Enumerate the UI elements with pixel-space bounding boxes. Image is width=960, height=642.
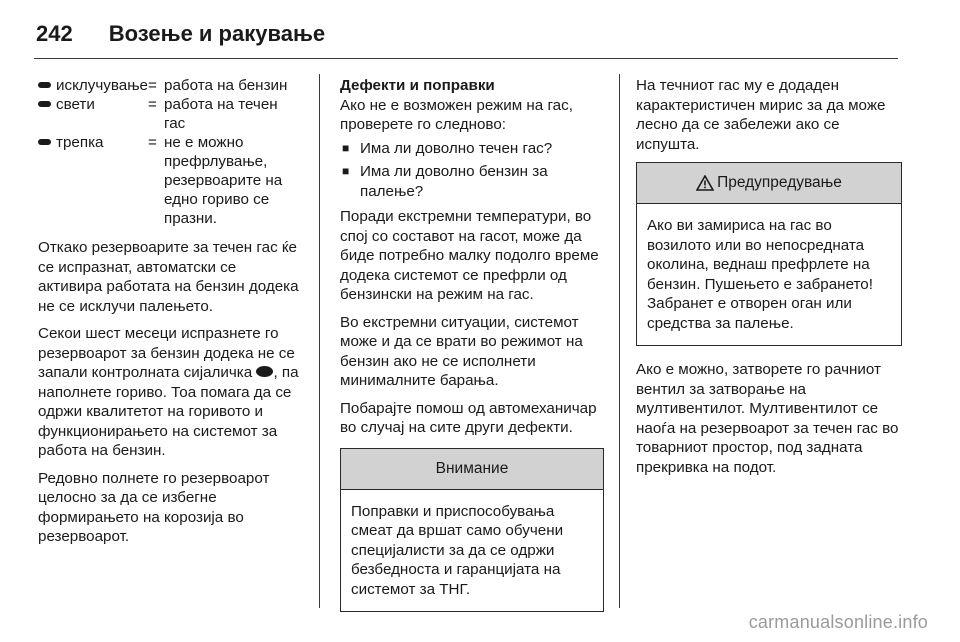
- warning-title: Предупредување: [717, 174, 842, 192]
- paragraph: Побарајте помош од автомеханичар во случај на сите други дефекти.: [340, 399, 597, 436]
- column-2: [340, 76, 604, 612]
- page-title: Возење и ракување: [108, 21, 326, 46]
- paragraph: На течниот гас му е додаден карактеристичен мирис за да може лесно да се забележи ако се испушта.: [636, 77, 886, 153]
- column-3: [636, 76, 902, 485]
- watermark: carmanualsonline.info: [748, 612, 928, 632]
- paragraph-with-icon: [38, 324, 300, 461]
- state-label: трепка: [56, 134, 104, 151]
- list-item: ■ Има ли доволно бензин за палење?: [340, 162, 604, 201]
- check-list: [340, 139, 604, 202]
- column-1: [38, 76, 300, 555]
- state-description: не е можно префрлување, резервоарите на едно гориво се празни.: [164, 134, 283, 227]
- list-item: ■ Има ли доволно течен гас?: [340, 139, 604, 159]
- notice-box: [340, 448, 604, 613]
- state-row-on: [38, 95, 300, 133]
- page-number: 242: [36, 21, 73, 46]
- header-rule: [34, 58, 898, 59]
- paragraph: Ако не е возможен режим на гас, проверете го следново:: [340, 96, 573, 133]
- warning-triangle-icon: [696, 175, 714, 191]
- paragraph: Ако е можно, затворете го рачниот вентил за затворање на мултивентилот. Мултивентилот се наоѓа на резервоарот за течен гас во товарниот простор, под задната прекривка на подот.: [636, 361, 899, 476]
- indicator-state-table: [38, 76, 300, 228]
- section-heading: Дефекти и поправки: [340, 77, 495, 94]
- paragraph: Во екстремни ситуации, системот може и да се врати во режимот на бензин ако не се исполнети минималните барања.: [340, 313, 583, 389]
- indicator-lamp-icon: [38, 139, 51, 145]
- state-row-flashing: [38, 133, 300, 228]
- indicator-lamp-icon: [38, 82, 51, 88]
- notice-body: Поправки и приспособувања смеат да вршат само обучени специјалисти за да се одржи безбедноста и гаранцијата на системот за ТНГ.: [351, 502, 564, 598]
- state-description: работа на бензин: [164, 77, 288, 94]
- state-description: работа на течен гас: [164, 96, 278, 132]
- paragraph: Поради екстремни температури, во спој со составот на гасот, може да биде потребно малку подолго време додека системот се префрли од бензински на режим на гас.: [340, 208, 599, 303]
- text-span: , па наполнете гориво. Тоа помага да се одржи квалитетот на горивото и функционирањето на системот за работа на бензин.: [38, 364, 299, 459]
- state-row-off: [38, 76, 300, 95]
- paragraph: Откако резервоарите за течен гас ќе се испразнат, автоматски се активира работата на бензин додека не се исклучи палењето.: [38, 239, 299, 315]
- text-span: Секои шест месеци испразнете го резервоарот за бензин додека не се запали контролната сијаличка: [38, 325, 295, 381]
- paragraph: Редовно полнете го резервоарот целосно за да се избегне формирањето на корозија во резервоарот.: [38, 469, 270, 545]
- notice-title: Внимание: [341, 449, 603, 490]
- column-divider-1: [319, 74, 320, 608]
- state-label: свети: [56, 96, 95, 113]
- page-header: [36, 14, 325, 54]
- column-divider-2: [619, 74, 620, 608]
- equals-sign: =: [148, 96, 157, 113]
- fuel-indicator-icon: [256, 366, 273, 377]
- warning-box: [636, 162, 902, 346]
- equals-sign: =: [148, 77, 157, 94]
- warning-body: Ако ви замириса на гас во возилото или во непосредната околина, веднаш префрлете на бензин. Пушењето е забрането! Забранет е отворен оган или средства за палење.: [647, 217, 873, 332]
- warning-header: [637, 163, 901, 204]
- equals-sign: =: [148, 134, 157, 151]
- state-label: исклучување: [56, 77, 148, 94]
- indicator-lamp-icon: [38, 101, 51, 107]
